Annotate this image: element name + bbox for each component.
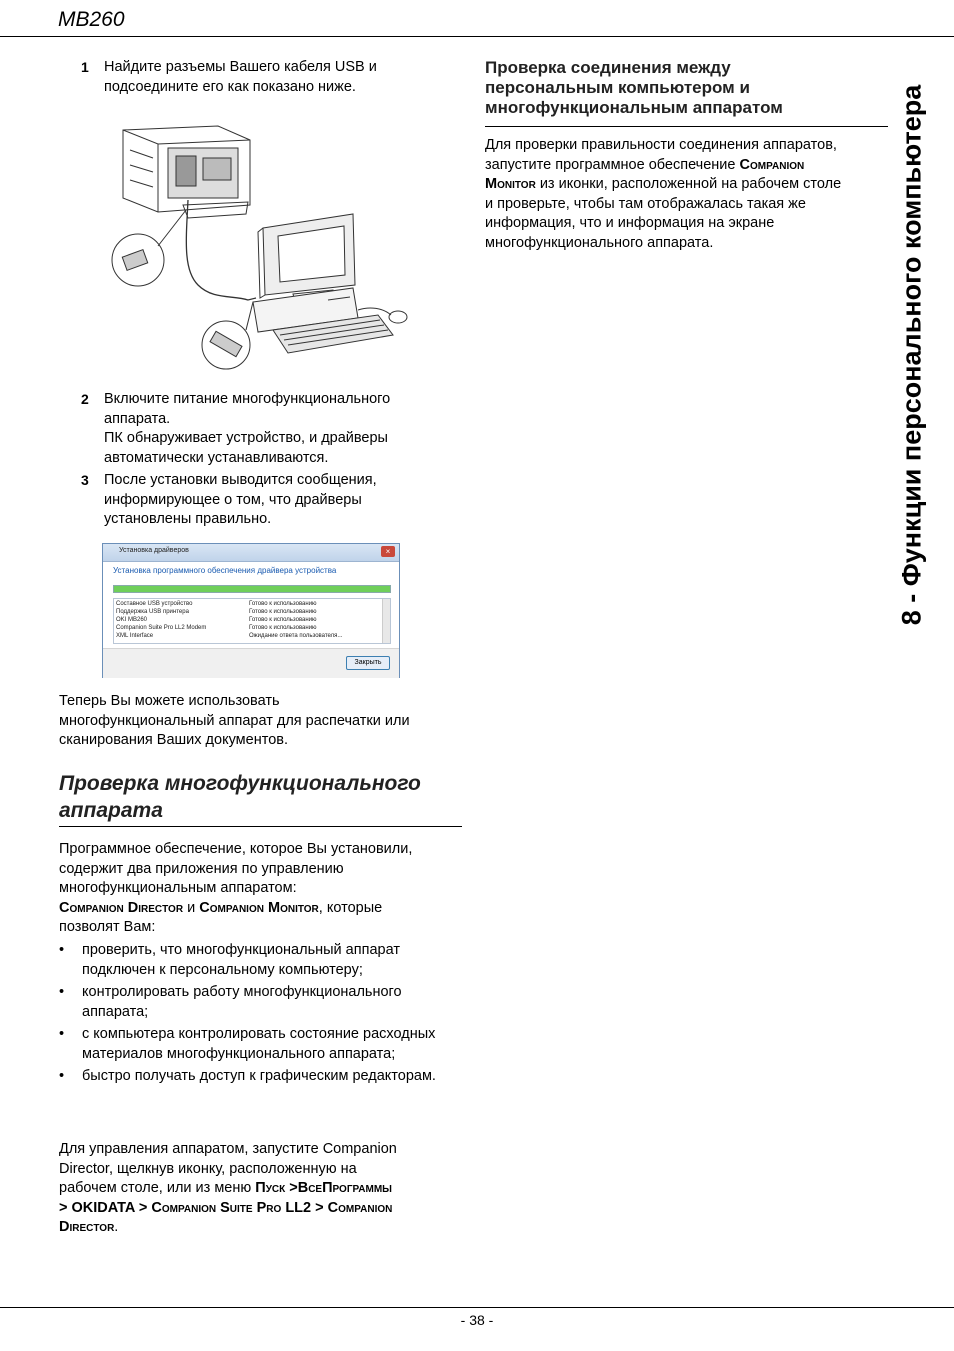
right-section-title: Проверка соединения между персональным компьютером и многофункциональным аппаратом <box>485 58 783 117</box>
launch-instructions-paragraph: Для управления аппаратом, запустите Companion Director, щелкнув иконку, расположенную на рабочем столе, или из меню Пуск >ВсеПрограммы > OKIDATA > Companion Suite Pro LL2 > Companion Director. <box>59 1141 397 1235</box>
step-3-text: После установки выводится сообщения, информирующее о том, что драйверы установлены правильно. <box>104 472 377 527</box>
right-section-rule <box>485 126 888 127</box>
page-number: - 38 - <box>460 1312 494 1328</box>
dialog-title-bar <box>103 544 399 562</box>
step-3-number: 3 <box>81 472 89 488</box>
document-model-title: MB260 <box>58 8 125 31</box>
device-status: Готово к использованию <box>249 601 317 607</box>
chapter-side-tab-label: 8 - Функции персонального компьютера <box>896 84 927 626</box>
section-title-rule <box>59 826 462 827</box>
device-name: Составное USB устройство <box>116 601 193 607</box>
feature-bullet-list <box>59 941 459 1090</box>
section-paragraph: Программное обеспечение, которое Вы установили, содержит два приложения по управлению многофункциональным аппаратом: Companion Director и Companion Monitor, которые позволят Вам: <box>59 841 413 935</box>
close-button[interactable]: Закрыть <box>346 656 390 670</box>
device-name: XML Interface <box>116 633 154 639</box>
list-item: • с компьютера контролировать состояние расходных материалов многофункционального аппарата; <box>59 1025 459 1064</box>
device-status: Готово к использованию <box>249 617 317 623</box>
step-2-text: Включите питание многофункционального аппарата. ПК обнаруживает устройство, и драйверы автоматически устанавливаются. <box>104 391 391 466</box>
list-item: • быстро получать доступ к графическим редакторам. <box>59 1067 459 1087</box>
footer-rule <box>0 1307 954 1308</box>
usb-connection-illustration <box>108 110 413 372</box>
dialog-title: Установка драйверов <box>119 547 189 554</box>
dialog-heading: Установка программного обеспечения драйвера устройства <box>113 566 337 575</box>
device-status: Готово к использованию <box>249 609 317 615</box>
device-status-list <box>113 598 391 644</box>
header-rule <box>0 36 954 37</box>
driver-install-dialog <box>102 543 400 678</box>
step-2-number: 2 <box>81 391 89 407</box>
device-status: Готово к использованию <box>249 625 317 631</box>
list-item: • проверить, что многофункциональный аппарат подключен к персональному компьютеру; <box>59 941 459 980</box>
section-title: Проверка многофункционального аппарата <box>59 772 421 822</box>
device-name: Поддержка USB принтера <box>116 609 189 615</box>
step-1-number: 1 <box>81 59 89 75</box>
right-section-paragraph: Для проверки правильности соединения аппаратов, запустите программное обеспечение Companion Monitor из иконки, расположенной на рабочем столе и проверьте, чтобы там отображалась такая же информация, что и информация на экране многофункционального аппарата. <box>485 137 842 251</box>
chapter-side-tab <box>872 60 952 650</box>
list-scrollbar[interactable] <box>382 599 390 643</box>
device-name: OKI MB260 <box>116 617 148 623</box>
device-name: Companion Suite Pro LL2 Modem <box>116 625 207 631</box>
close-icon[interactable]: × <box>381 546 395 557</box>
step-1-text: Найдите разъемы Вашего кабеля USB и подсоедините его как показано ниже. <box>104 59 377 95</box>
usage-paragraph: Теперь Вы можете использовать многофункциональный аппарат для распечатки или сканирования Ваших документов. <box>59 693 410 748</box>
device-status: Ожидание ответа пользователя... <box>249 633 343 639</box>
list-item: • контролировать работу многофункционального аппарата; <box>59 983 459 1022</box>
dialog-footer <box>103 648 399 678</box>
install-progress-bar <box>113 585 391 593</box>
